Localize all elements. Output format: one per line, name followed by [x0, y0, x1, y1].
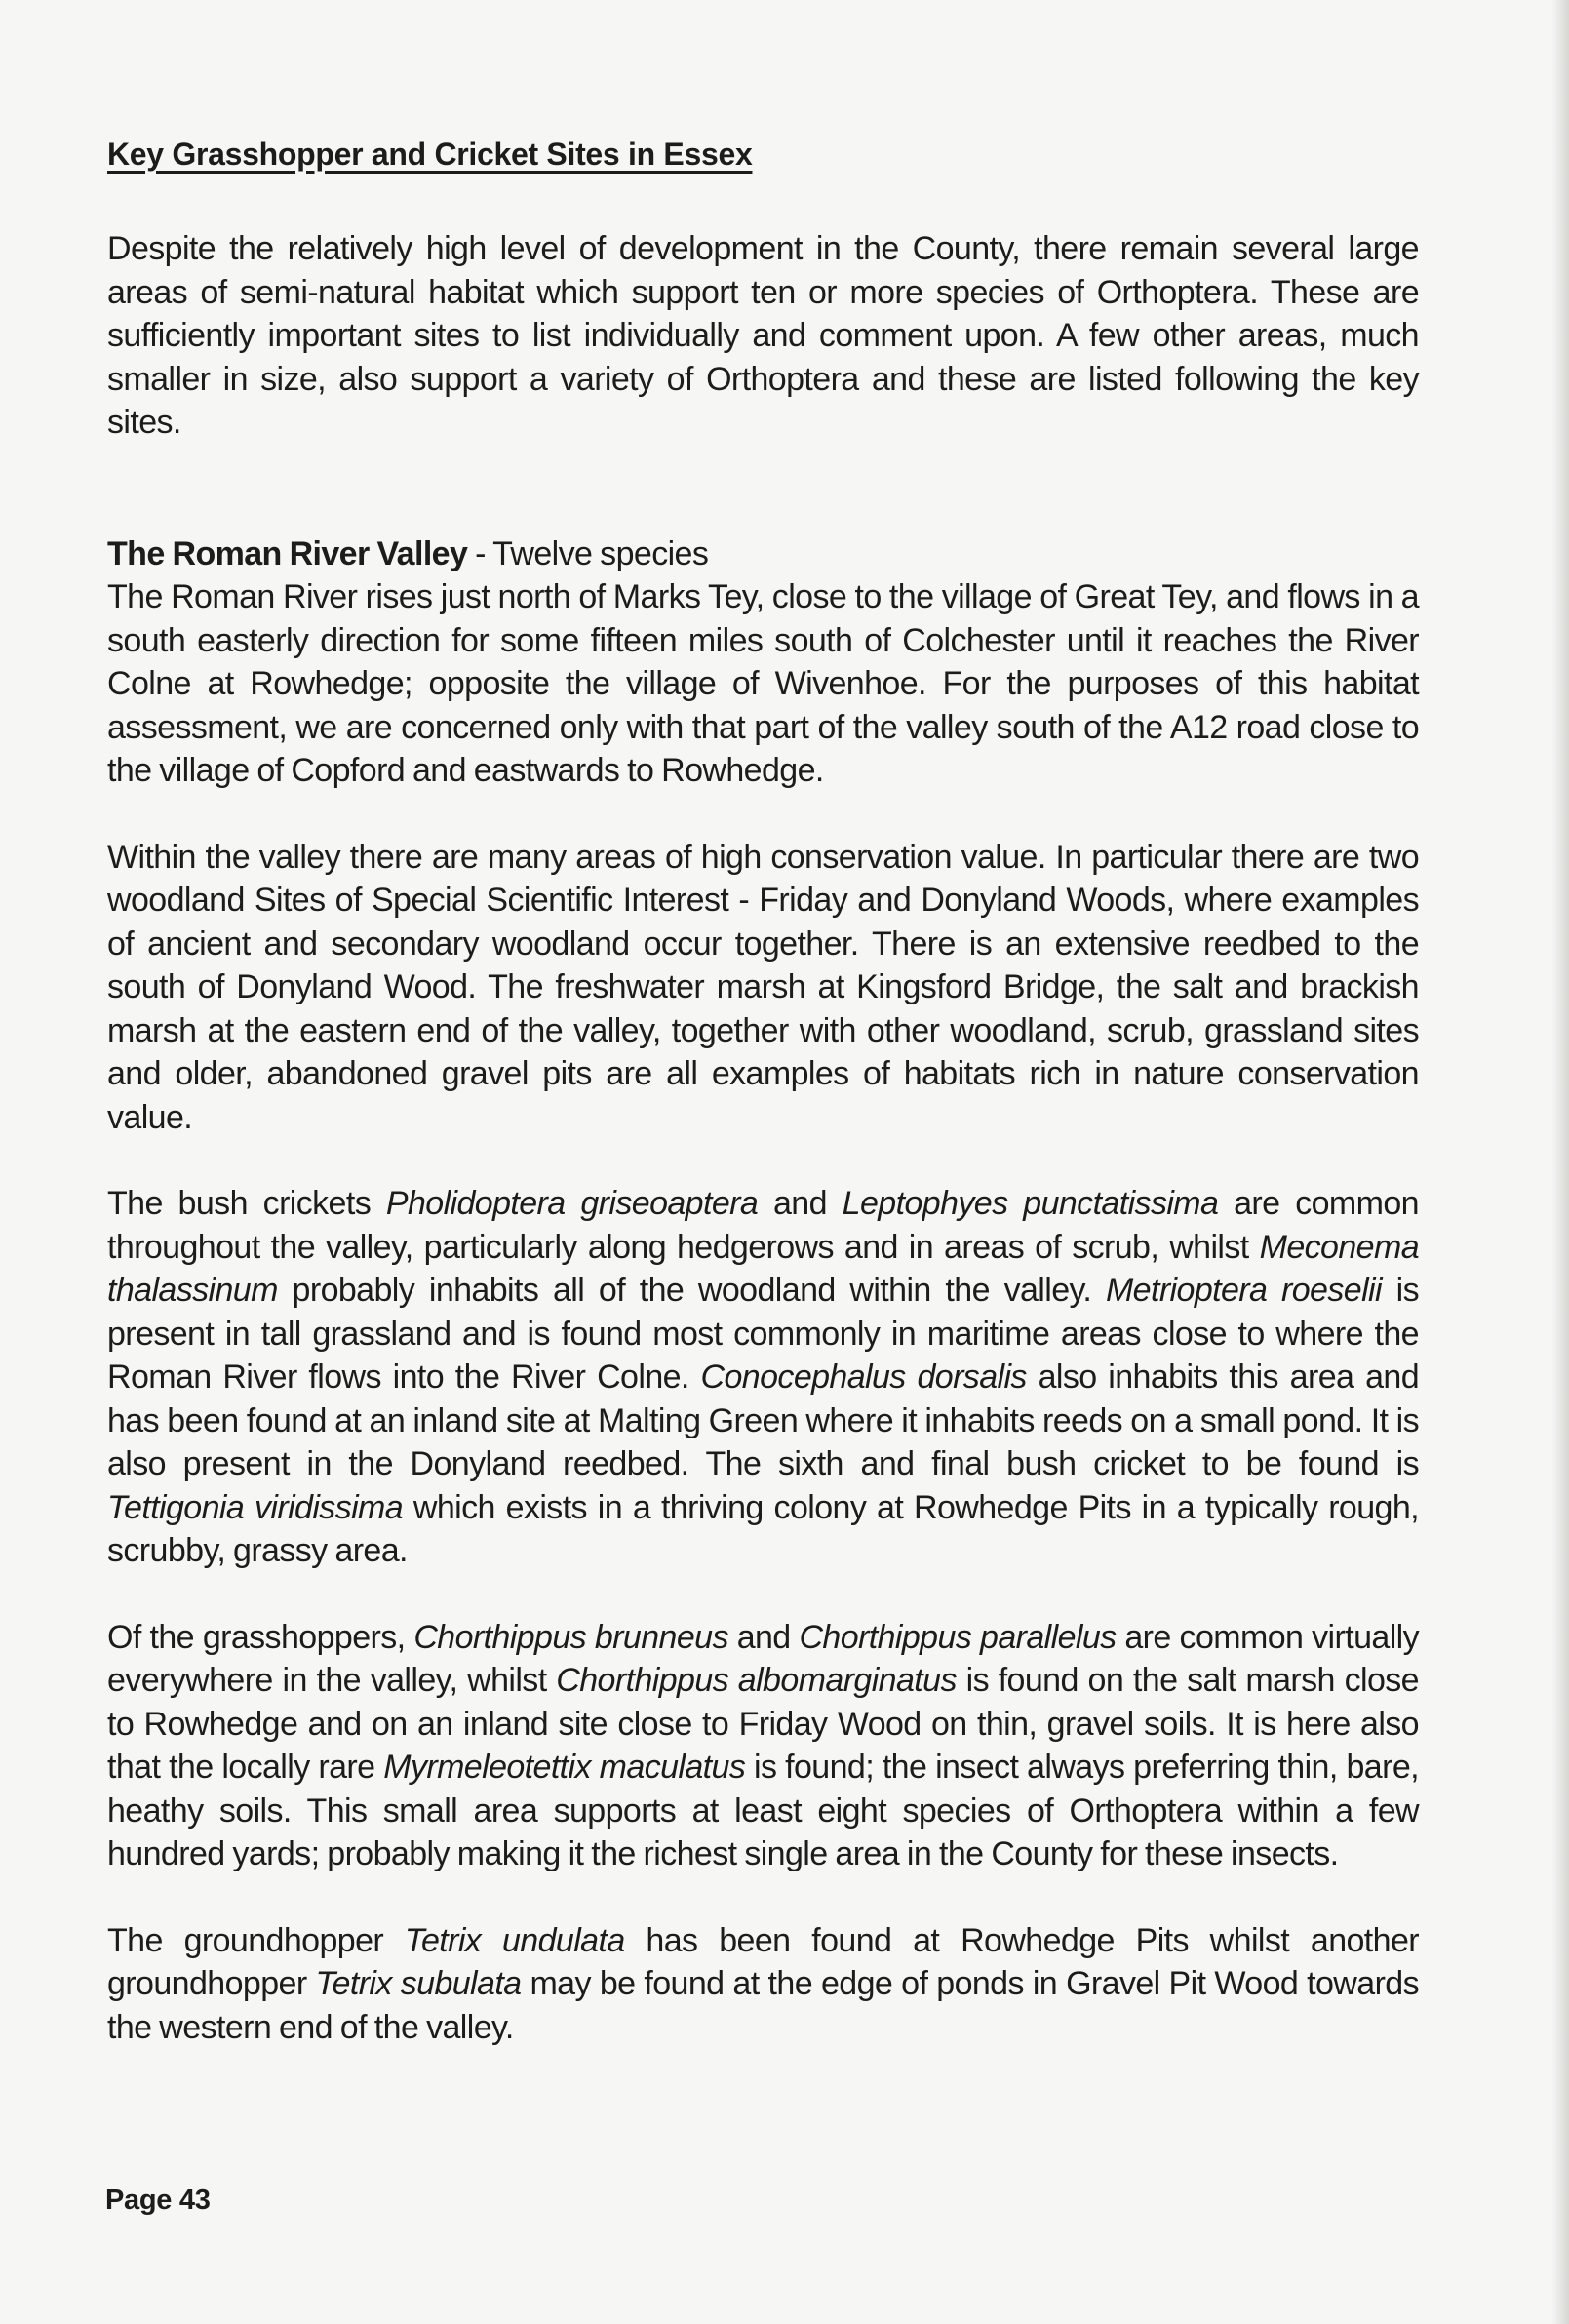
text-run: are common virtually everywhere in the valley, whilst: [107, 1618, 1419, 1699]
species-name: Meconema thalassinum: [107, 1228, 1419, 1309]
text-run: and: [758, 1185, 843, 1222]
species-name: Myrmeleotettix maculatus: [383, 1749, 746, 1786]
species-name: Pholidoptera griseoaptera: [385, 1185, 759, 1222]
page-content: [107, 135, 1419, 2049]
paragraph-conservation-value: Within the valley there are many areas of high conservation value. In particular there are two woodland Sites of Special Scientific Interest - Friday and Donyland Woods, where examples of ancient and secondary woodland occur together. There is an extensive reedbed to the south of Donyland Wood. The freshwater marsh at Kingsford Bridge, the salt and brackish marsh at the eastern end of the valley, together with other woodland, scrub, grassland sites and older, abandoned gravel pits are all examples of habitats rich in nature conservation value.: [107, 838, 1419, 1136]
species-name: Conocephalus dorsalis: [700, 1359, 1027, 1396]
species-name: Chorthippus parallelus: [799, 1618, 1117, 1656]
page-heading: Key Grasshopper and Cricket Sites in Essex: [107, 137, 753, 172]
text-run: and: [727, 1618, 800, 1656]
paragraph-river-course: The Roman River rises just north of Marks Tey, close to the village of Great Tey, and flows in a south easterly direction for some fifteen miles south of Colchester until it reaches the River Colne at Rowhedge; opposite the village of Wivenhoe. For the purposes of this habitat assessment, we are concerned only with that part of the valley south of the A12 road close to the village of Copford and eastwards to Rowhedge.: [107, 578, 1419, 789]
text-run: which exists in a thriving colony at Rowhedge Pits in a typically rough, scrubby, grassy area.: [107, 1488, 1419, 1569]
text-run: The bush crickets: [107, 1185, 386, 1222]
species-name: Metrioptera roeselii: [1105, 1272, 1382, 1309]
species-name: Chorthippus brunneus: [413, 1618, 728, 1656]
text-run: The groundhopper: [107, 1921, 405, 1959]
text-run: Of the grasshoppers,: [107, 1618, 414, 1656]
section-title: [107, 532, 1419, 576]
text-run: is found; the insect always preferring thin, bare, heathy soils. This small area supports at least eight species of Orthoptera within a few hundred yards; probably making it the richest single area in the County for these insects.: [107, 1749, 1419, 1872]
text-run: is found on the salt marsh close to Rowhedge and on an inland site close to Friday Wood on thin, gravel soils. It is here also that the locally rare: [107, 1662, 1419, 1786]
text-run: are common throughout the valley, particularly along hedgerows and in areas of scrub, whilst: [107, 1185, 1419, 1266]
paragraph-bush-crickets: [107, 1182, 1419, 1573]
section-name: The Roman River Valley: [107, 534, 468, 572]
page-number: Page 43: [105, 2185, 211, 2216]
species-name: Tetrix subulata: [315, 1965, 522, 2002]
text-run: also inhabits this area and has been found at an inland site at Malting Green where it inhabits reeds on a small pond. It is also present in the Donyland reedbed. The sixth and final bush cricket to be found is: [107, 1359, 1420, 1482]
text-run: probably inhabits all of the woodland within the valley.: [277, 1272, 1106, 1309]
text-run: has been found at Rowhedge Pits whilst another groundhopper: [107, 1921, 1419, 2002]
paragraph-grasshoppers: [107, 1616, 1419, 1876]
intro-paragraph: Despite the relatively high level of development in the County, there remain several large areas of semi-natural habitat which support ten or more species of Orthoptera. These are sufficiently important sites to list individually and comment upon. A few other areas, much smaller in size, also support a variety of Orthoptera and these are listed following the key sites.: [107, 230, 1419, 441]
species-name: Leptophyes punctatissima: [842, 1185, 1219, 1222]
text-run: may be found at the edge of ponds in Gravel Pit Wood towards the western end of the valley.: [107, 1965, 1419, 2046]
species-name: Tettigonia viridissima: [107, 1488, 404, 1526]
species-name: Chorthippus albomarginatus: [556, 1662, 957, 1699]
text-run: is present in tall grassland and is found most commonly in maritime areas close to where the Roman River flows into the River Colne.: [107, 1272, 1419, 1396]
species-name: Tetrix undulata: [404, 1921, 625, 1959]
section-subtitle: Twelve species: [492, 534, 709, 572]
page-edge-shadow: [1551, 0, 1569, 2324]
section-separator: -: [467, 534, 493, 572]
paragraph-groundhoppers: [107, 1919, 1419, 2050]
